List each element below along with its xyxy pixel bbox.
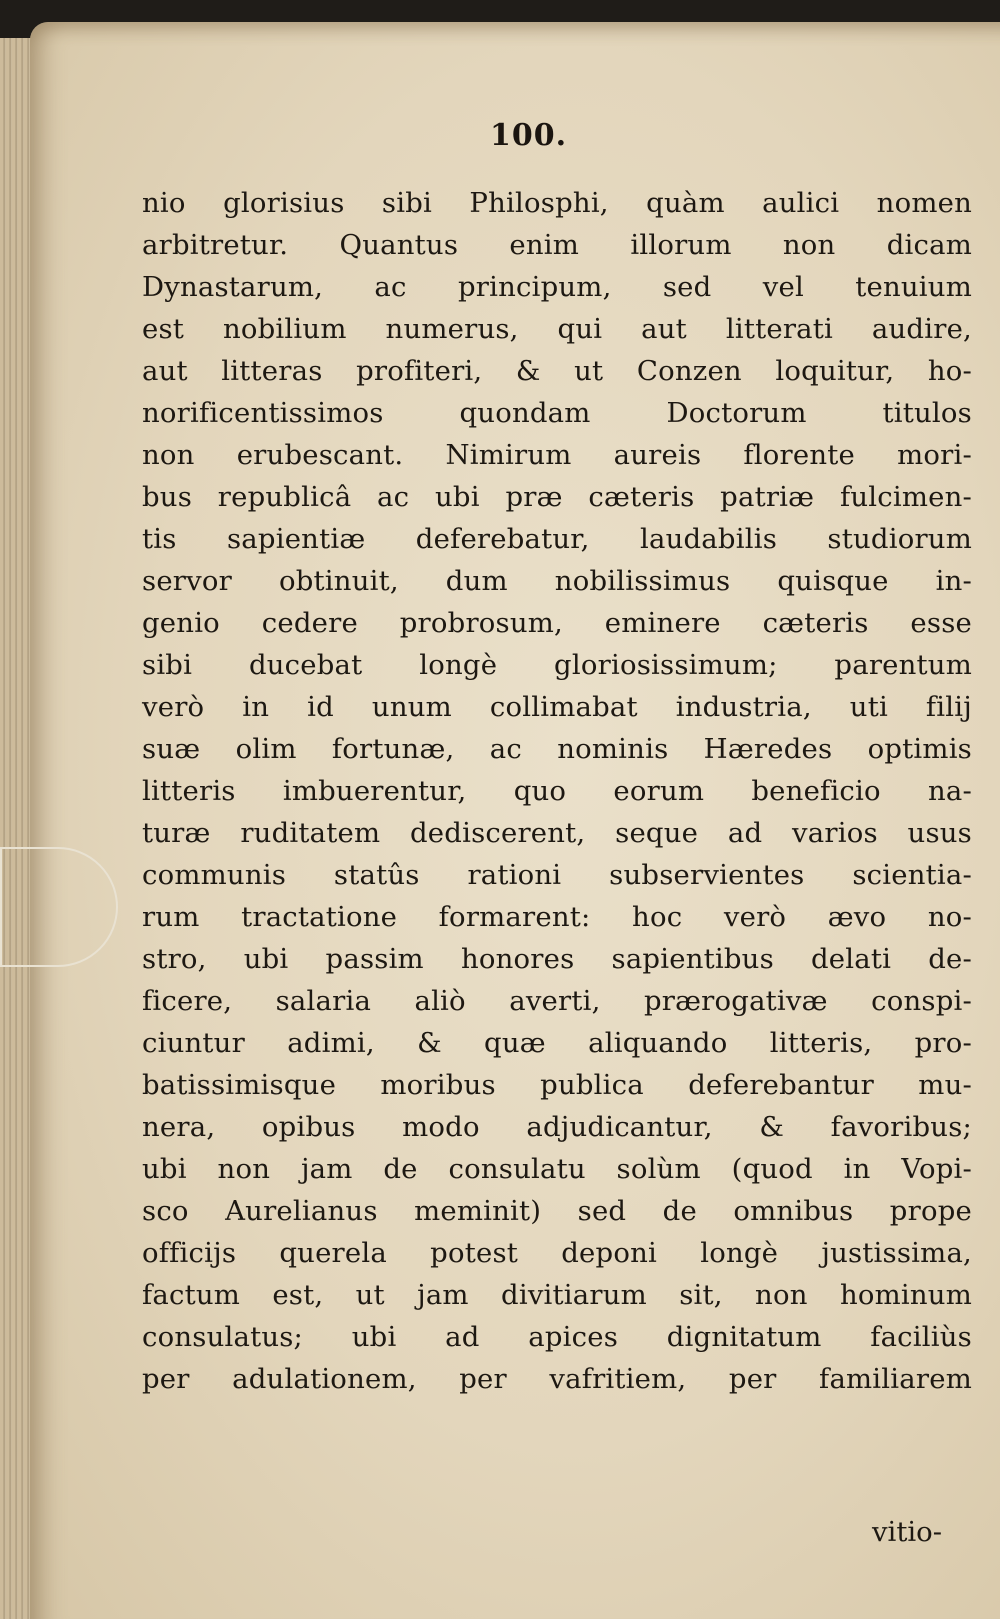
text-line: norificentissimos quondam Doctorum titulos xyxy=(142,397,972,429)
text-line: factum est, ut jam divitiarum sit, non hominum xyxy=(142,1279,972,1311)
text-line: aut litteras profiteri, & ut Conzen loquitur, ho- xyxy=(142,355,972,387)
text-line: nio glorisius sibi Philosphi, quàm aulici nomen xyxy=(142,187,972,219)
bookmark-clip xyxy=(0,847,118,967)
text-line: est nobilium numerus, qui aut litterati audire, xyxy=(142,313,972,345)
text-line: ciuntur adimi, & quæ aliquando litteris, pro- xyxy=(142,1027,972,1059)
text-line: consulatus; ubi ad apices dignitatum faciliùs xyxy=(142,1321,972,1353)
text-line: ubi non jam de consulatu solùm (quod in Vopi- xyxy=(142,1153,972,1185)
page-sheet xyxy=(30,22,1000,1619)
text-line: ficere, salaria aliò averti, prærogativæ conspi- xyxy=(142,985,972,1017)
text-line: officijs querela potest deponi longè justissima, xyxy=(142,1237,972,1269)
text-line: non erubescant. Nimirum aureis florente mori- xyxy=(142,439,972,471)
text-line: suæ olim fortunæ, ac nominis Hæredes optimis xyxy=(142,733,972,765)
catchword: vitio- xyxy=(872,1516,943,1548)
text-line: sco Aurelianus meminit) sed de omnibus prope xyxy=(142,1195,972,1227)
page-number: 100. xyxy=(490,118,568,153)
text-line: batissimisque moribus publica deferebantur mu- xyxy=(142,1069,972,1101)
text-line: rum tractatione formarent: hoc verò ævo no- xyxy=(142,901,972,933)
text-line: stro, ubi passim honores sapientibus delati de- xyxy=(142,943,972,975)
text-line: per adulationem, per vafritiem, per familiarem xyxy=(142,1363,972,1395)
text-line: tis sapientiæ deferebatur, laudabilis studiorum xyxy=(142,523,972,555)
text-line: litteris imbuerentur, quo eorum beneficio na- xyxy=(142,775,972,807)
text-line: verò in id unum collimabat industria, uti filij xyxy=(142,691,972,723)
text-line: communis statûs rationi subservientes scientia- xyxy=(142,859,972,891)
text-line: sibi ducebat longè gloriosissimum; parentum xyxy=(142,649,972,681)
text-line: bus republicâ ac ubi præ cæteris patriæ fulcimen- xyxy=(142,481,972,513)
text-line: arbitretur. Quantus enim illorum non dicam xyxy=(142,229,972,261)
text-line: turæ ruditatem dediscerent, seque ad varios usus xyxy=(142,817,972,849)
text-line: Dynastarum, ac principum, sed vel tenuium xyxy=(142,271,972,303)
text-line: nera, opibus modo adjudicantur, & favoribus; xyxy=(142,1111,972,1143)
text-line: genio cedere probrosum, eminere cæteris esse xyxy=(142,607,972,639)
text-line: servor obtinuit, dum nobilissimus quisque in- xyxy=(142,565,972,597)
body-text xyxy=(142,182,972,1400)
